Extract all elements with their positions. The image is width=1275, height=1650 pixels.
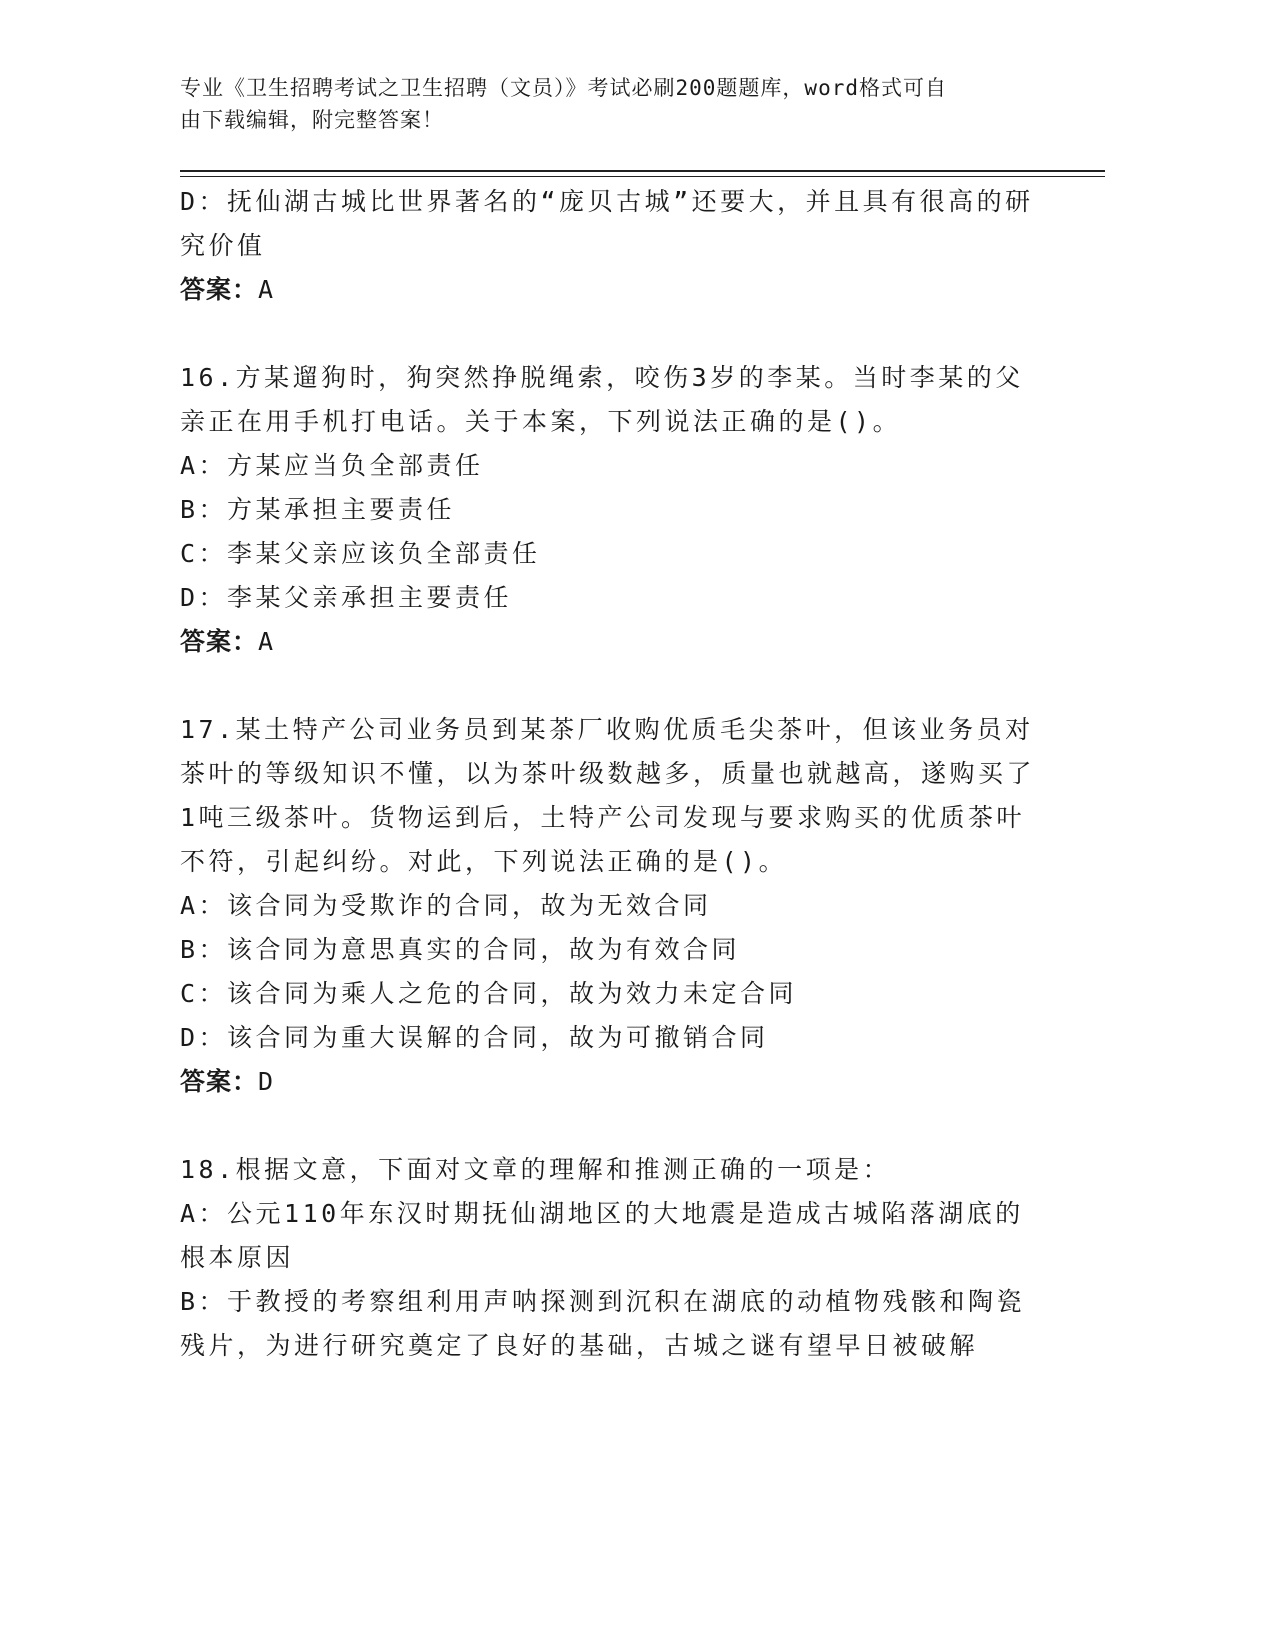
option-d: D：该合同为重大误解的合同，故为可撤销合同 — [180, 1023, 769, 1052]
header-title-line-2: 由下载编辑，附完整答案！ — [180, 108, 444, 132]
answer-line — [180, 1060, 1040, 1104]
question-18 — [180, 1148, 1040, 1368]
question-stem: 17.某土特产公司业务员到某茶厂收购优质毛尖茶叶，但该业务员对茶叶的等级知识不懂，以为茶叶级数越多，质量也就越高，遂购买了1吨三级茶叶。货物运到后，土特产公司发现与要求购买的优质茶叶不符，引起纠纷。对此，下列说法正确的是()。 — [180, 715, 1036, 876]
option-b: B：于教授的考察组利用声呐探测到沉积在湖底的动植物残骸和陶瓷残片，为进行研究奠定了良好的基础，古城之谜有望早日被破解 — [180, 1287, 1026, 1360]
question-17 — [180, 708, 1040, 1104]
answer-value: A — [258, 627, 275, 656]
option-a: A：该合同为受欺诈的合同，故为无效合同 — [180, 891, 712, 920]
option-b: B：方某承担主要责任 — [180, 495, 456, 524]
answer-label: 答案： — [180, 627, 259, 656]
option-d: D：抚仙湖古城比世界著名的“庞贝古城”还要大，并且具有很高的研究价值 — [180, 187, 1034, 260]
answer-label: 答案： — [180, 275, 259, 304]
spacer — [180, 312, 1040, 356]
question-stem: 16.方某遛狗时，狗突然挣脱绳索，咬伤3岁的李某。当时李某的父亲正在用手机打电话。关于本案，下列说法正确的是()。 — [180, 363, 1024, 436]
question-stem: 18.根据文意，下面对文章的理解和推测正确的一项是： — [180, 1155, 892, 1184]
document-header — [180, 72, 1040, 136]
answer-value: A — [258, 275, 275, 304]
header-divider-thin — [180, 176, 1105, 177]
document-body — [180, 180, 1040, 1368]
option-c: C：该合同为乘人之危的合同，故为效力未定合同 — [180, 979, 798, 1008]
option-d: D：李某父亲承担主要责任 — [180, 583, 513, 612]
answer-label: 答案： — [180, 1067, 259, 1096]
option-b: B：该合同为意思真实的合同，故为有效合同 — [180, 935, 741, 964]
option-a: A：方某应当负全部责任 — [180, 451, 484, 480]
option-a: A：公元110年东汉时期抚仙湖地区的大地震是造成古城陷落湖底的根本原因 — [180, 1199, 1024, 1272]
option-c: C：李某父亲应该负全部责任 — [180, 539, 541, 568]
spacer — [180, 1104, 1040, 1148]
answer-line — [180, 268, 1040, 312]
answer-value: D — [258, 1067, 275, 1096]
header-title-line-1: 专业《卫生招聘考试之卫生招聘（文员）》考试必刷200题题库，word格式可自 — [180, 76, 947, 100]
answer-line — [180, 620, 1040, 664]
question-16 — [180, 356, 1040, 664]
prev-question-block — [180, 180, 1040, 312]
header-divider-thick — [180, 170, 1105, 172]
spacer — [180, 664, 1040, 708]
